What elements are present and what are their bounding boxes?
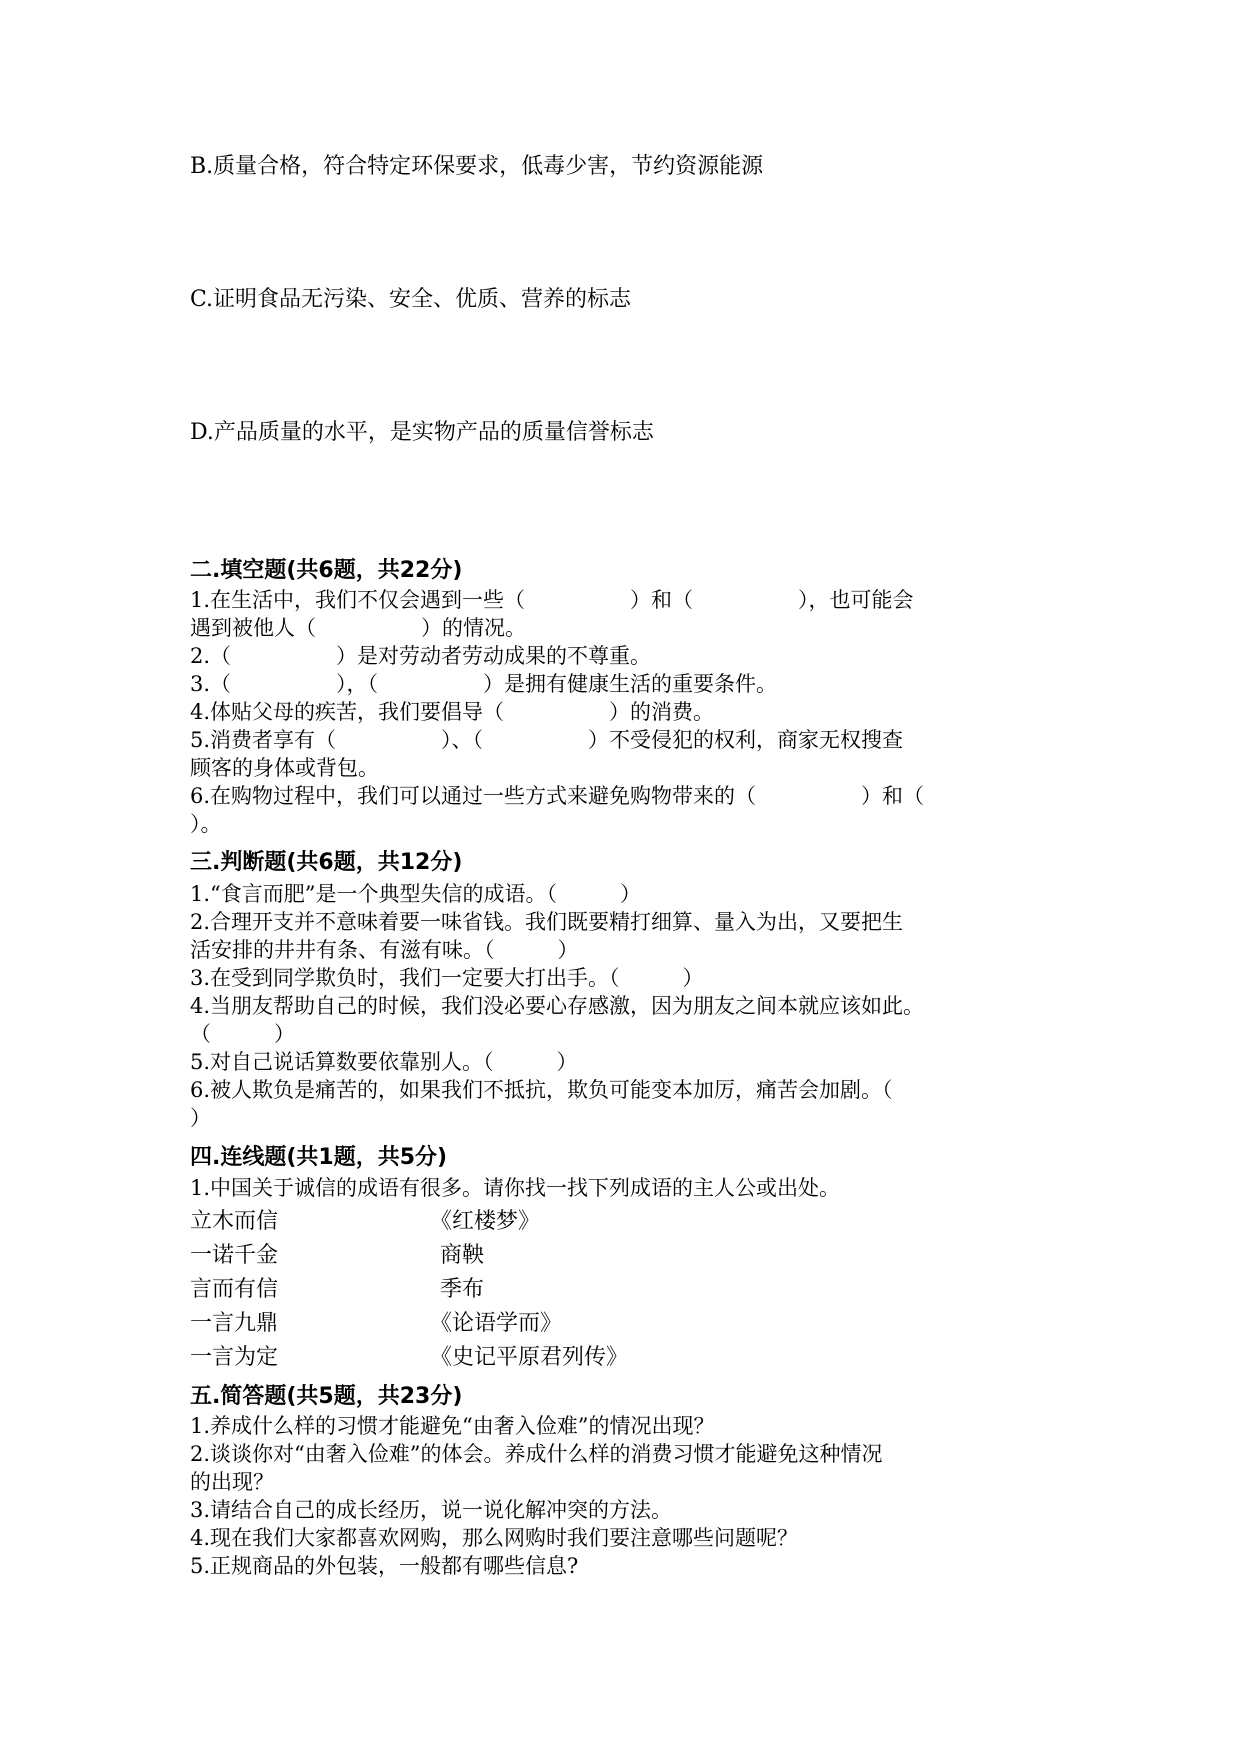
- judge-line: ）: [190, 1106, 211, 1130]
- short-line: 3.请结合自己的成长经历，说一说化解冲突的方法。: [190, 1498, 673, 1522]
- judge-line: 5.对自己说话算数要依靠别人。（ ）: [190, 1050, 578, 1074]
- fill-line: 遇到被他人（ ）的情况。: [190, 616, 526, 640]
- option-c: C.证明食品无污染、安全、优质、营养的标志: [190, 287, 632, 312]
- option-b: B.质量合格，符合特定环保要求，低毒少害，节约资源能源: [190, 154, 764, 179]
- idiom-item: 一言为定: [190, 1345, 279, 1370]
- idiom-item: 言而有信: [190, 1277, 279, 1302]
- section-judge-questions: [190, 880, 1050, 1132]
- section-short-heading: 五.简答题(共5题，共23分): [190, 1384, 463, 1409]
- fill-line: 1.在生活中，我们不仅会遇到一些（ ）和（ ），也可能会: [190, 588, 914, 612]
- section-match-heading: 四.连线题(共1题，共5分): [190, 1145, 448, 1170]
- short-line: 5.正规商品的外包装，一般都有哪些信息?: [190, 1554, 579, 1578]
- match-prompt: 1.中国关于诚信的成语有很多。请你找一找下列成语的主人公或出处。: [190, 1176, 841, 1200]
- short-line: 的出现？: [190, 1470, 274, 1494]
- fill-line: 5.消费者享有（ ）、（ ）不受侵犯的权利，商家无权搜查: [190, 728, 904, 752]
- short-line: 1.养成什么样的习惯才能避免“由奢入俭难”的情况出现？: [190, 1414, 715, 1438]
- idiom-item: 一言九鼎: [190, 1311, 279, 1336]
- source-item: 《红楼梦》: [430, 1209, 541, 1234]
- source-item: 《论语学而》: [430, 1311, 563, 1336]
- section-fill-questions: [190, 586, 1050, 838]
- fill-line: 顾客的身体或背包。: [190, 756, 379, 780]
- section-fill-heading: 二.填空题(共6题，共22分): [190, 558, 463, 583]
- judge-line: 2.合理开支并不意味着要一味省钱。我们既要精打细算、量入为出，又要把生: [190, 910, 904, 934]
- idiom-item: 一诺千金: [190, 1243, 279, 1268]
- judge-line: 6.被人欺负是痛苦的，如果我们不抵抗，欺负可能变本加厉，痛苦会加剧。（: [190, 1078, 893, 1102]
- option-d: D.产品质量的水平，是实物产品的质量信誉标志: [190, 420, 654, 445]
- source-item: 商鞅: [440, 1243, 485, 1268]
- fill-line: 2.（ ）是对劳动者劳动成果的不尊重。: [190, 644, 652, 668]
- source-item: 《史记平原君列传》: [430, 1345, 629, 1370]
- fill-line: 3.（ ），（ ）是拥有健康生活的重要条件。: [190, 672, 778, 696]
- fill-line: ）。: [190, 812, 222, 836]
- idiom-item: 立木而信: [190, 1209, 279, 1234]
- fill-line: 4.体贴父母的疾苦，我们要倡导（ ）的消费。: [190, 700, 715, 724]
- section-judge-heading: 三.判断题(共6题，共12分): [190, 850, 463, 875]
- judge-line: 3.在受到同学欺负时，我们一定要大打出手。（ ）: [190, 966, 704, 990]
- judge-line: 活安排的井井有条、有滋有味。（ ）: [190, 938, 579, 962]
- judge-line: 1.“食言而肥”是一个典型失信的成语。（ ）: [190, 882, 642, 906]
- fill-line: 6.在购物过程中，我们可以通过一些方式来避免购物带来的（ ）和（: [190, 784, 925, 808]
- section-short-questions: [190, 1412, 1050, 1580]
- short-line: 2.谈谈你对“由奢入俭难”的体会。养成什么样的消费习惯才能避免这种情况: [190, 1442, 883, 1466]
- short-line: 4.现在我们大家都喜欢网购，那么网购时我们要注意哪些问题呢？: [190, 1526, 799, 1550]
- source-item: 季布: [440, 1277, 485, 1302]
- judge-line: （ ）: [190, 1022, 295, 1046]
- judge-line: 4.当朋友帮助自己的时候，我们没必要心存感激，因为朋友之间本就应该如此。: [190, 994, 925, 1018]
